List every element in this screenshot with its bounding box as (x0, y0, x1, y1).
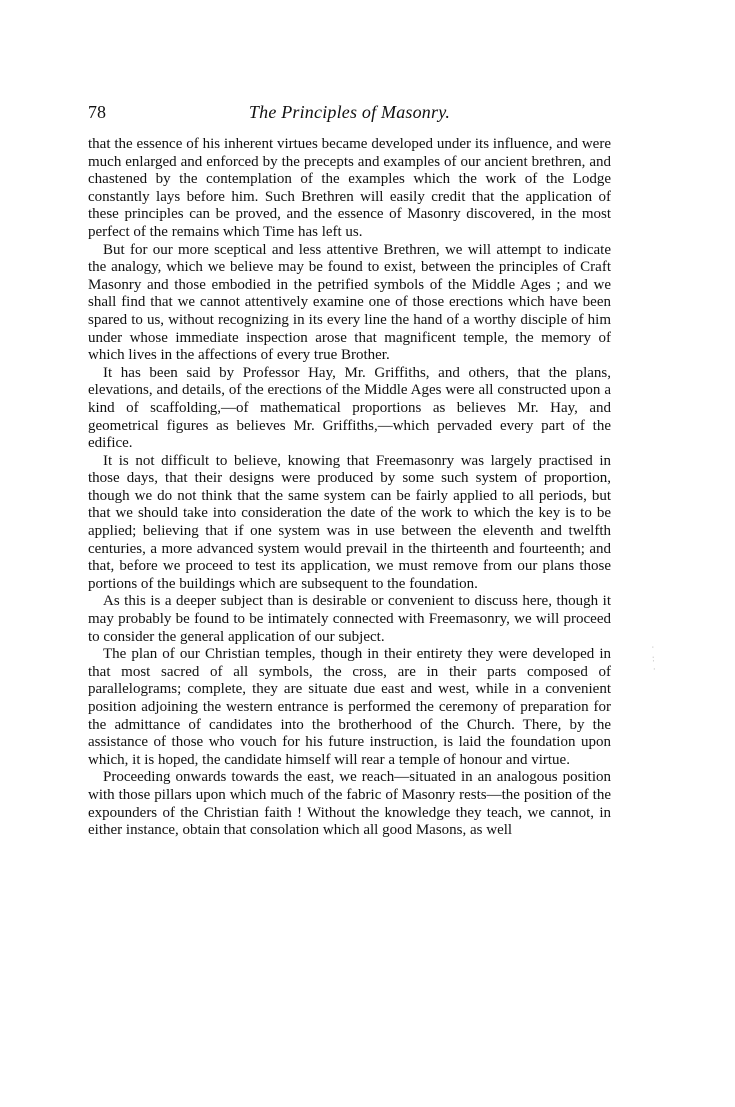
paragraph-sceptical-brethren: But for our more sceptical and less attentive Brethren, we will attempt to indicate the analogy, which we believe may be found to exist, between the principles of Craft Masonry and those embodied in the petrified symbols of the Middle Ages ; and we shall find that we cannot attentively examine one of those erections which have been spared to us, without recognizing in its every line the hand of a worthy disciple of him under whose immediate inspection arose that magnificent temple, the memory of which lives in the affections of every true Brother. (88, 241, 611, 364)
page-number: 78 (88, 102, 106, 122)
paragraph-christian-temples: The plan of our Christian temples, though in their entirety they were developed in that most sacred of all symbols, the cross, are in their parts composed of parallelograms; complete, they are situate due east and west, while in a convenient position adjoining the western entrance is performed the ceremony of preparation for the admittance of candidates into the brotherhood of the Church. There, by the assistance of those who vouch for his future instruction, is laid the foundation upon which, it is hoped, the candidate himself will rear a temple of honour and virtue. (88, 646, 611, 768)
book-page (88, 100, 611, 840)
paragraph-proceeding-east: Proceeding onwards towards the east, we reach—situated in an analogous position with those pillars upon which much of the fabric of Masonry rests—the position of the expounders of the Christian faith ! Without the knowledge they teach, we cannot, in either instance, obtain that consolation which all good Masons, as well (88, 769, 611, 839)
body-text (88, 136, 611, 840)
paragraph-deeper-subject: As this is a deeper subject than is desirable or convenient to discuss here, though it may probably be found to be intimately connected with Freemasonry, we will proceed to consider the general application of our subject. (88, 593, 611, 645)
running-head (88, 100, 611, 126)
margin-ink-marks: · : · (650, 642, 657, 676)
running-title: The Principles of Masonry. (248, 102, 451, 122)
paragraph-professor-hay: It has been said by Professor Hay, Mr. Griffiths, and others, that the plans, elevations, and details, of the erections of the Middle Ages were all constructed upon a kind of scaffolding,—of mathematical proportions as believes Mr. Hay, and geometrical figures as believes Mr. Griffiths,—which pervaded every part of the edifice. (88, 364, 611, 452)
paragraph-continuation: that the essence of his inherent virtues became developed under its influence, and were much enlarged and enforced by the precepts and examples of our ancient brethren, and chastened by the contemplation of the examples which the work of the Lodge constantly lays before him. Such Brethren will easily credit that the application of these principles can be proved, and the essence of Masonry discovered, in the most perfect of the remains which Time has left us. (88, 136, 611, 240)
paragraph-freemasonry-practised: It is not difficult to believe, knowing that Freemasonry was largely practised in those days, that their designs were produced by some such system of proportion, though we do not think that the same system can be fairly applied to all periods, but that we should take into consideration the date of the work to which the key is to be applied; believing that if one system was in use between the eleventh and twelfth centuries, a more advanced system would prevail in the thirteenth and fourteenth; and that, before we proceed to test its application, we must remove from our plans those portions of the buildings which are subsequent to the foundation. (88, 452, 611, 592)
